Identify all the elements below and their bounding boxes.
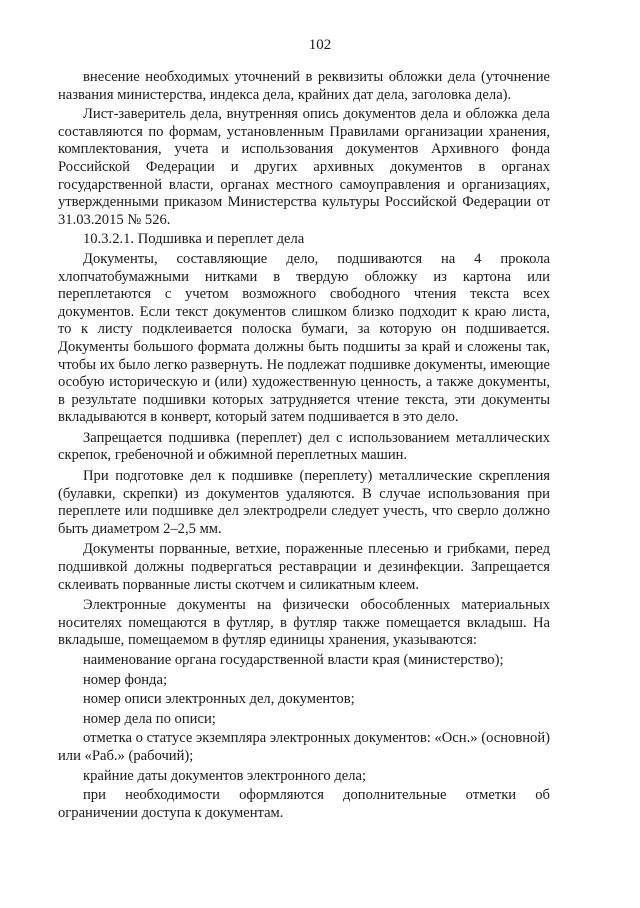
document-body — [58, 69, 550, 824]
list-item: номер фонда; — [83, 671, 168, 688]
list-item: при необходимости оформляются дополнительные отметки об ограничении доступа к документам. — [58, 787, 550, 821]
paragraph-cover-details: внесение необходимых уточнений в реквизиты обложки дела (уточнение названия министерства, индекса дела, крайних дат дела, заголовка дела). — [58, 69, 550, 103]
list-item: наименование органа государственной власти края (министерство); — [83, 652, 504, 668]
list-item: номер описи электронных дел, документов; — [83, 691, 355, 708]
paragraph-electronic-documents: Электронные документы на физически обособленных материальных носителях помещаются в футляр, в футляр также помещается вкладыш. На вкладыше, помещаемом в футляр единицы хранения, указываются: — [58, 597, 550, 649]
paragraph-damaged-documents: Документы порванные, ветхие, пораженные плесенью и грибками, перед подшивкой должны подвергаться реставрации и дезинфекции. Запрещается склеивать порванные листы скотчем и силикатным клеем. — [58, 541, 550, 593]
list-item: отметка о статусе экземпляра электронных документов: «Осн.» (основной) или «Раб.» (рабочий); — [58, 730, 550, 764]
section-heading: 10.3.2.1. Подшивка и переплет дела — [83, 231, 305, 248]
page-number: 102 — [308, 37, 332, 53]
list-item: крайние даты документов электронного дела; — [83, 767, 367, 784]
paragraph-prohibition: Запрещается подшивка (переплет) дел с использованием металлических скрепок, гребеночной и обжимной переплетных машин. — [58, 429, 550, 464]
paragraph-binding: Документы, составляющие дело, подшиваются на 4 прокола хлопчатобумажными нитками в твердую обложку из картона или переплетаются с учетом возможного свободного чтения текста всех документов. Если текст документов слишком близко подходит к краю листа, то к листу подклеивается полоска бумаги, за которую он подшивается. Документы большого формата должны быть подшиты за край и сложены так, чтобы их было легко развернуть. Не подлежат подшивке документы, имеющие особую историческую и (или) художественную ценность, а также документы, в результате подшивки которых затрудняется чтение текста, эти документы вкладываются в конверт, который затем подшивается в это дело. — [58, 250, 550, 426]
paragraph-preparation: При подготовке дел к подшивке (переплету) металлические скрепления (булавки, скрепки) из документов удаляются. В случае использования при переплете или подшивке дел электродрели следует учесть, что сверло должно быть диаметром 2–2,5 мм. — [58, 468, 550, 537]
paragraph-forms: Лист-заверитель дела, внутренняя опись документов дела и обложка дела составляются по формам, установленным Правилами организации хранения, комплектования, учета и использования документов Архивного фонда Российской Федерации и других архивных документов в органах государственной власти, органах местного самоуправления и организациях, утвержденными приказом Министерства культуры Российской Федерации от 31.03.2015 № 526. — [58, 106, 550, 228]
list-item: номер дела по описи; — [83, 710, 216, 727]
